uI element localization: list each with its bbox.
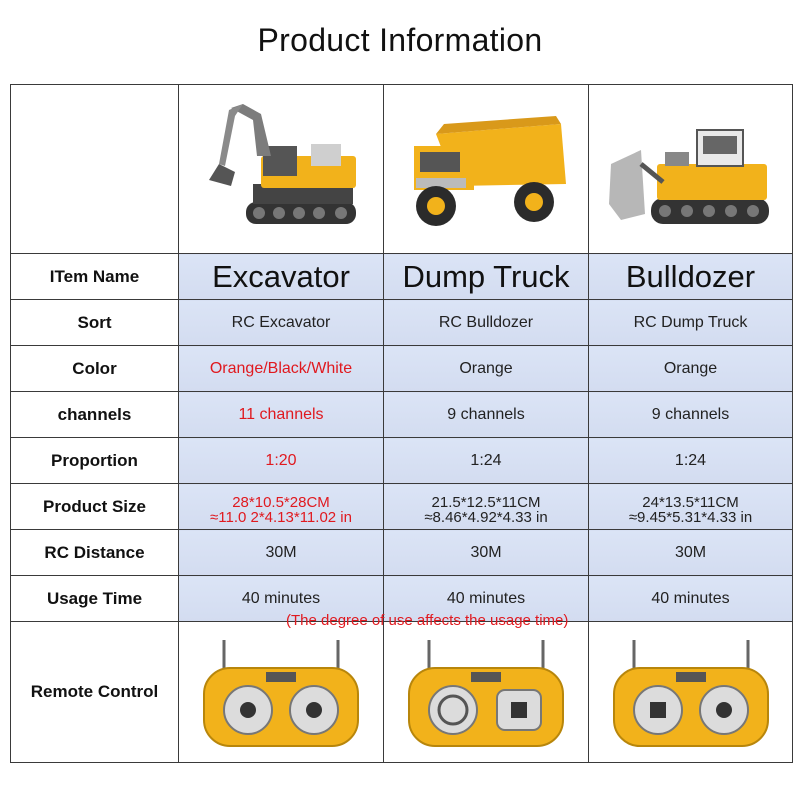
size-inch: ≈9.45*5.31*4.33 in [628,508,753,526]
size-cm: 24*13.5*11CM [642,493,739,511]
page-title: Product Information [257,22,543,58]
product-size-value-1 [179,484,384,530]
item-name-excavator: Excavator [179,254,384,300]
usage-time-value-2: 40 minutes [384,576,589,622]
item-name-dump-truck: Dump Truck [384,254,589,300]
usage-time-value-3: 40 minutes [589,576,793,622]
sort-value-1: RC Excavator [179,300,384,346]
item-name-row [11,254,793,300]
product-size-row [11,484,793,530]
sort-value-3: RC Dump Truck [589,300,793,346]
remote-control-label: Remote Control [11,622,179,763]
remote-control-row [11,622,793,763]
rc-distance-value-1: 30M [179,530,384,576]
channels-value-3: 9 channels [589,392,793,438]
bulldozer-image [589,85,793,254]
proportion-label: Proportion [11,438,179,484]
color-row [11,346,793,392]
size-inch: ≈8.46*4.92*4.33 in [424,508,548,526]
remote-controller-image [179,622,384,763]
item-name-bulldozer: Bulldozer [589,254,793,300]
channels-value-1: 11 channels [179,392,384,438]
color-label: Color [11,346,179,392]
item-name-label: ITem Name [11,254,179,300]
sort-row [11,300,793,346]
empty-corner-cell [11,85,179,254]
usage-time-note: (The degree of use affects the usage time) [286,612,569,629]
rc-distance-value-3: 30M [589,530,793,576]
proportion-value-1: 1:20 [179,438,384,484]
product-info-table [10,84,793,763]
dump-truck-image [384,85,589,254]
color-value-1: Orange/Black/White [179,346,384,392]
channels-label: channels [11,392,179,438]
proportion-row [11,438,793,484]
rc-distance-label: RC Distance [11,530,179,576]
sort-label: Sort [11,300,179,346]
product-size-value-2 [384,484,589,530]
color-value-2: Orange [384,346,589,392]
usage-time-value-1: 40 minutes [179,576,384,622]
size-inch: ≈11.0 2*4.13*11.02 in [210,508,352,526]
image-row [11,85,793,254]
channels-value-2: 9 channels [384,392,589,438]
sort-value-2: RC Bulldozer [384,300,589,346]
rc-distance-value-2: 30M [384,530,589,576]
usage-time-label: Usage Time [11,576,179,622]
channels-row [11,392,793,438]
proportion-value-3: 1:24 [589,438,793,484]
excavator-image [179,85,384,254]
proportion-value-2: 1:24 [384,438,589,484]
product-size-value-3 [589,484,793,530]
size-cm: 21.5*12.5*11CM [431,493,541,511]
product-size-label: Product Size [11,484,179,530]
remote-controller-image [384,622,589,763]
remote-controller-image [589,622,793,763]
color-value-3: Orange [589,346,793,392]
rc-distance-row [11,530,793,576]
size-cm: 28*10.5*28CM [232,493,330,511]
